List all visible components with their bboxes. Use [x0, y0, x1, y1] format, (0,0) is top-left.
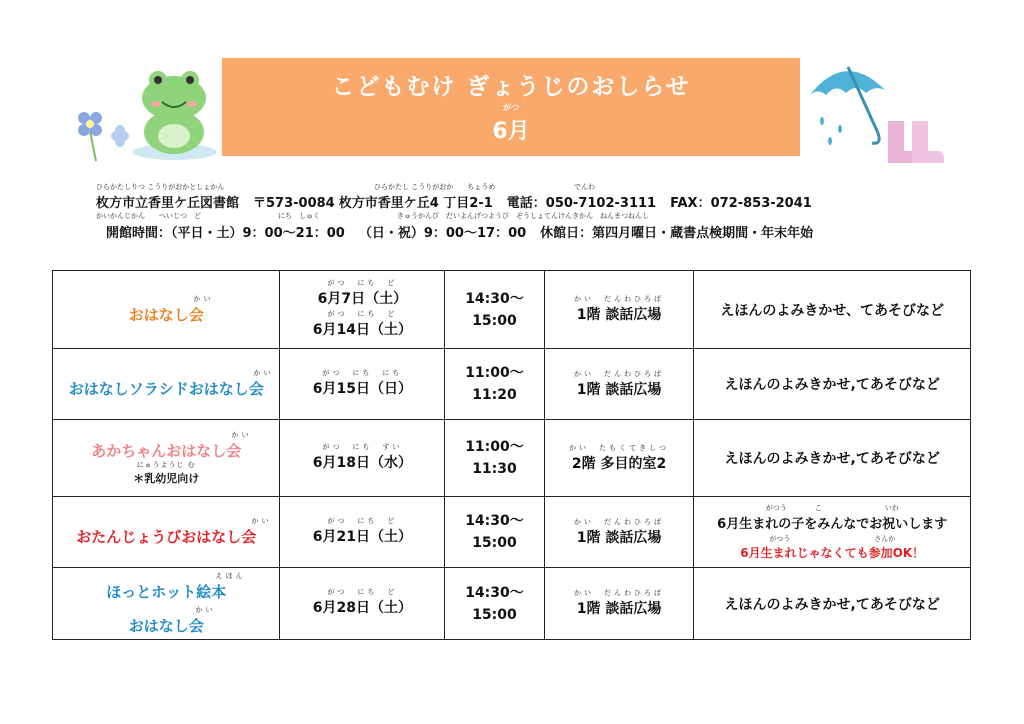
event-place: 2階 多目的室2: [571, 455, 667, 472]
event-content-cell: [694, 349, 971, 420]
event-name: おはなしソラシドおはなし会: [68, 380, 264, 398]
page-title: こどもむけ ぎょうじのおしらせ: [331, 74, 691, 100]
table-row: [53, 349, 971, 420]
event-name-ruby: かい: [193, 294, 214, 303]
event-start-time: 14:30～: [465, 513, 524, 529]
closed-days: 休館日：第四月曜日・蔵書点検期間・年末年始: [540, 226, 814, 241]
note-ruby: がつう さんか: [769, 534, 896, 543]
event-name: ほっとホット絵本: [106, 582, 227, 601]
place-ruby: かい だんわひろば: [574, 589, 665, 597]
event-name-ruby: かい: [253, 369, 274, 377]
library-hours-line: [106, 222, 827, 241]
event-date: 6月15日（日）: [312, 380, 412, 397]
date-ruby: がつ にち ど: [327, 278, 398, 287]
phone-number: 電話：050-7102-3111: [506, 196, 657, 211]
event-start-time: 14:30～: [465, 584, 524, 601]
table-row: [53, 568, 971, 640]
event-place: 1階 談話広場: [576, 529, 662, 546]
event-schedule-table: [52, 270, 971, 640]
event-name-cell: [53, 420, 280, 497]
event-end-time: 15:00: [472, 535, 517, 551]
place-ruby: かい だんわひろば: [574, 517, 665, 526]
event-name: おはなし会: [128, 305, 204, 324]
library-info-line: [96, 192, 826, 211]
event-end-time: 15:00: [472, 312, 517, 329]
event-date: 6月21日（土）: [312, 528, 412, 545]
event-name: おたんじょうびおはなし会: [76, 528, 257, 546]
table-row: [53, 497, 971, 568]
event-date-cell: [280, 349, 445, 420]
event-start-time: 11:00～: [465, 365, 524, 381]
date-ruby: がつ にち すい: [322, 442, 403, 451]
place-ruby: かい だんわひろば: [574, 369, 665, 378]
event-date-cell: [280, 497, 445, 568]
event-name-cell: [53, 271, 280, 349]
event-name: あかちゃんおはなし会: [91, 441, 242, 460]
event-name-ruby: かい: [251, 517, 272, 525]
rain-boots-illustration: [888, 121, 944, 163]
event-note: 6月生まれじゃなくても参加OK！: [740, 545, 925, 560]
event-name2-ruby: かい: [195, 605, 216, 614]
title-banner: [222, 58, 800, 156]
event-date: 6月28日（土）: [312, 600, 412, 616]
event-content: えほんのよみきかせ,てあそびなど: [724, 451, 940, 467]
event-content-cell: [694, 271, 971, 349]
event-date-cell: [280, 271, 445, 349]
event-content-cell: [694, 420, 971, 497]
event-date: 6月14日（土）: [312, 321, 412, 338]
event-time-cell: [445, 349, 544, 420]
event-place: 1階 談話広場: [576, 381, 662, 398]
address-ruby: ひらかたし こうりがおか ちょうめ: [374, 183, 496, 191]
event-name-line2: おはなし会: [128, 616, 204, 635]
event-content: えほんのよみきかせ,てあそびなど: [724, 377, 940, 393]
month-ruby: がつ: [503, 103, 519, 112]
event-place: 1階 談話広場: [576, 601, 662, 617]
content-ruby: がつう こ いわ: [765, 503, 899, 512]
place-ruby: かい たもくてきしつ: [569, 443, 670, 452]
library-name: 枚方市立香里ケ丘図書館: [96, 196, 240, 211]
event-end-time: 11:30: [472, 461, 517, 477]
library-address: 枚方市香里ケ丘4 丁目2-1: [338, 196, 493, 211]
event-end-time: 15:00: [472, 606, 517, 623]
hours-holiday: （日・祝）9：00～17：00: [358, 226, 527, 241]
place-ruby: かい だんわひろば: [574, 295, 665, 303]
fax-number: FAX：072-853-2041: [670, 196, 812, 211]
event-name-cell: [53, 497, 280, 568]
event-name-ruby: かい: [231, 430, 252, 439]
name-ruby: ひらかたしりつ こうりがおかとしょかん: [96, 183, 225, 191]
phone-ruby: でんわ: [574, 183, 595, 191]
month-label: 6月: [492, 119, 530, 144]
event-end-time: 11:20: [472, 387, 517, 403]
date-ruby: がつ にち にち: [322, 368, 403, 377]
date-ruby: がつ にち ど: [327, 309, 398, 318]
date-ruby: がつ にち ど: [327, 516, 398, 525]
event-time-cell: [445, 568, 544, 640]
event-content-cell: [694, 497, 971, 568]
hours-weekday: （平日・土）9：00～21：00: [171, 226, 345, 241]
event-time-cell: [445, 420, 544, 497]
event-content: 6月生まれの子をみんなでお祝いします: [717, 516, 948, 532]
event-place-cell: [544, 349, 694, 420]
event-date: 6月7日（土）: [317, 290, 408, 307]
event-place-cell: [544, 497, 694, 568]
frog-illustration: [70, 66, 220, 166]
event-start-time: 11:00～: [465, 439, 524, 455]
event-place-cell: [544, 420, 694, 497]
event-content: えほんのよみきかせ、てあそびなど: [720, 302, 944, 319]
postal-code: 〒573-0084: [253, 196, 335, 211]
event-name-cell: [53, 568, 280, 640]
event-audience-note: ＊乳幼児向け: [133, 471, 200, 485]
flower-illustration: [78, 112, 129, 161]
event-place-cell: [544, 271, 694, 349]
event-date: 6月18日（水）: [312, 454, 412, 471]
event-place: 1階 談話広場: [576, 307, 662, 323]
event-place-cell: [544, 568, 694, 640]
event-date-cell: [280, 420, 445, 497]
event-content-cell: [694, 568, 971, 640]
table-row: [53, 420, 971, 497]
sub-ruby: にゅうようじ む: [136, 460, 196, 469]
table-row: [53, 271, 971, 349]
event-name-ruby: えほん: [215, 571, 246, 580]
event-start-time: 14:30～: [465, 290, 524, 307]
date-ruby: がつ にち ど: [327, 588, 398, 596]
event-content: えほんのよみきかせ,てあそびなど: [724, 596, 940, 613]
event-time-cell: [445, 271, 544, 349]
event-name-cell: [53, 349, 280, 420]
event-date-cell: [280, 568, 445, 640]
hours-label: 開館時間：: [106, 226, 172, 241]
hours-ruby: かいかんじかん へいじつ ど にち しゅく きゅうかんび だいよんげつようび ぞうしょてんけんきかん ねんまつねんし: [96, 212, 649, 220]
umbrella-illustration: [800, 55, 950, 170]
event-time-cell: [445, 497, 544, 568]
